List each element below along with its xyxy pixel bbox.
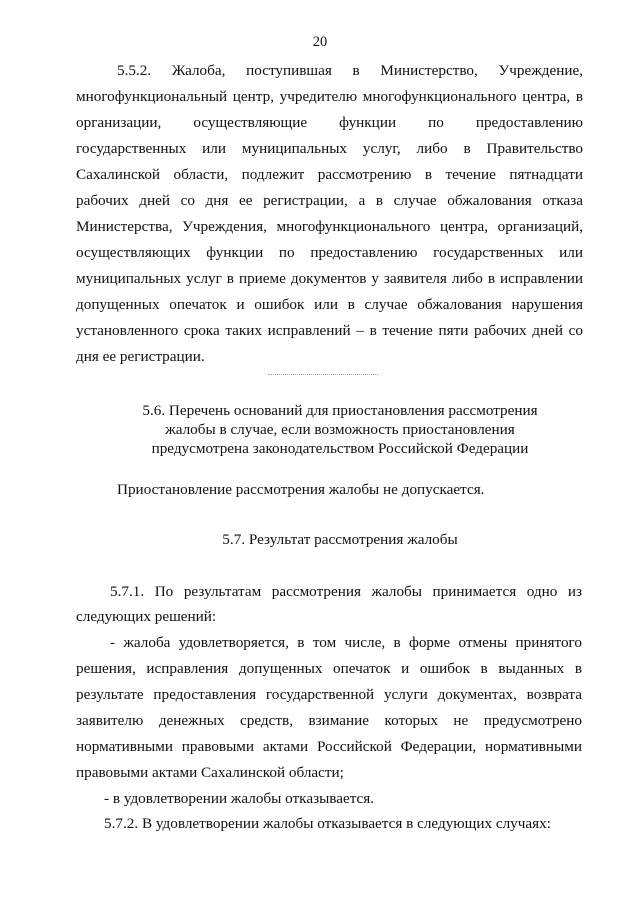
- paragraph-line: дня ее регистрации.: [76, 348, 205, 365]
- paragraph-line: допущенных опечаток и ошибок или в случае обжалования нарушения: [76, 296, 583, 313]
- section-heading-5-7: 5.7. Результат рассмотрения жалобы: [222, 531, 458, 548]
- paragraph-line: решения, исправления допущенных опечаток и ошибок в выданных в: [76, 660, 582, 677]
- paragraph-line: - жалоба удовлетворяется, в том числе, в форме отмены принятого: [110, 634, 582, 651]
- paragraph-line: муниципальных услуг в приеме документов у заявителя либо в исправлении: [76, 270, 583, 287]
- paragraph-5-6: Приостановление рассмотрения жалобы не допускается.: [117, 481, 485, 498]
- list-item-reject: - в удовлетворении жалобы отказывается.: [104, 790, 375, 807]
- paragraph-line: рабочих дней со дня ее регистрации, а в случае обжалования отказа: [76, 192, 583, 209]
- paragraph-line: результате предоставления государственной услуги документах, возврата: [76, 686, 582, 703]
- paragraph-line: Сахалинской области, подлежит рассмотрению в течение пятнадцати: [76, 166, 583, 183]
- heading-line: 5.6. Перечень оснований для приостановления рассмотрения: [142, 402, 538, 419]
- paragraph-line: установленного срока таких исправлений – в течение пяти рабочих дней со: [76, 322, 583, 339]
- heading-line: жалобы в случае, если возможность приостановления: [165, 421, 515, 438]
- paragraph-line: следующих решений:: [76, 608, 217, 625]
- paragraph-line: правовыми актами Сахалинской области;: [76, 764, 344, 781]
- paragraph-line: государственных или муниципальных услуг, либо в Правительство: [76, 140, 583, 157]
- paragraph-line: заявителю денежных средств, взимание которых не предусмотрено: [76, 712, 582, 729]
- page-number: 20: [312, 34, 328, 50]
- paragraph-line: нормативными правовыми актами Российской Федерации, нормативными: [76, 738, 582, 755]
- paragraph-line: многофункциональный центр, учредителю многофункционального центра, в: [76, 88, 583, 105]
- paragraph-line: 5.5.2. Жалоба, поступившая в Министерство, Учреждение,: [117, 62, 583, 79]
- paragraph-line: Министерства, Учреждения, многофункционального центра, организаций,: [76, 218, 583, 235]
- heading-line: предусмотрена законодательством Российской Федерации: [151, 440, 529, 457]
- paragraph-line: осуществляющих функции по предоставлению государственных или: [76, 244, 583, 261]
- paragraph-line: организации, осуществляющие функции по предоставлению: [76, 114, 583, 131]
- scan-artifact: [268, 374, 378, 378]
- paragraph-5-7-2: 5.7.2. В удовлетворении жалобы отказывается в следующих случаях:: [104, 815, 551, 832]
- paragraph-line: 5.7.1. По результатам рассмотрения жалобы принимается одно из: [110, 583, 582, 600]
